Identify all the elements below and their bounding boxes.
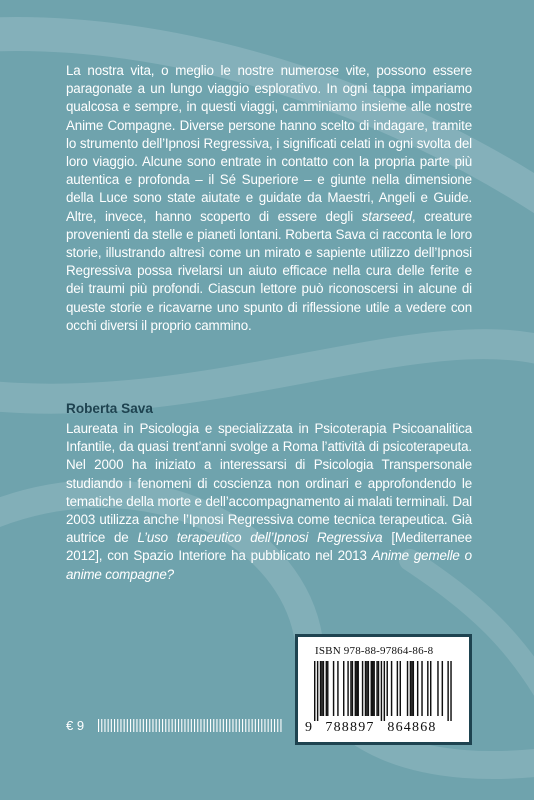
barcode-bar bbox=[411, 661, 412, 716]
price-bar-line bbox=[223, 719, 224, 732]
barcode-bar bbox=[421, 661, 422, 716]
blurb-paragraph bbox=[66, 62, 472, 335]
price-bar-line bbox=[159, 719, 160, 732]
price-bar-line bbox=[213, 719, 214, 732]
barcode-bar bbox=[397, 661, 398, 716]
price-bar-line bbox=[210, 719, 211, 732]
blurb-italic-term: starseed bbox=[361, 208, 412, 224]
barcode-bar bbox=[314, 661, 315, 721]
price-bar-line bbox=[197, 719, 198, 732]
ean-first-digit: 9 bbox=[305, 720, 312, 735]
blurb-text-2: , creature provenienti da stelle e pianeti lontani. Roberta Sava ci racconta le loro storie, illustrando altresì come un mirato e sapiente utilizzo dell’Ipnosi Regressiva possa rivelarsi un aiuto efficace nella cura delle ferite e dei traumi più profondi. Ciascun lettore può riconoscersi in alcune di queste storie e ricavarne uno spunto di riflessione utile a vedere con occhi diversi il proprio cammino. bbox=[66, 208, 472, 333]
price-bar-line bbox=[124, 719, 125, 732]
price-bar-line bbox=[252, 719, 253, 732]
price-bar-line bbox=[117, 719, 118, 732]
bio-book-title-2: Anime gemelle o anime compagne? bbox=[66, 548, 472, 582]
barcode-bar bbox=[371, 661, 372, 716]
price-bar-line bbox=[194, 719, 195, 732]
price-bar-pattern bbox=[98, 719, 288, 733]
price-label: € 9 bbox=[66, 718, 85, 733]
price-bar-line bbox=[268, 719, 269, 732]
price-bar-line bbox=[146, 719, 147, 732]
barcode-bar bbox=[442, 661, 443, 716]
barcode-bar bbox=[366, 661, 367, 716]
barcode-bar bbox=[350, 661, 351, 716]
price-bar-line bbox=[156, 719, 157, 732]
price-bar-line bbox=[188, 719, 189, 732]
author-bio bbox=[66, 420, 472, 584]
barcode-bar bbox=[417, 661, 418, 716]
price-bar-line bbox=[175, 719, 176, 732]
price-bar-line bbox=[220, 719, 221, 732]
price-bar-line bbox=[232, 719, 233, 732]
price-bar-line bbox=[133, 719, 134, 732]
barcode-bar bbox=[323, 661, 324, 716]
barcode-bar bbox=[437, 661, 438, 716]
bio-text-2: [Mediterranee 2012], con Spazio Interiore ha pubblicato nel 2013 bbox=[66, 530, 472, 564]
barcode-bar bbox=[347, 661, 348, 716]
price-bar-line bbox=[226, 719, 227, 732]
price-bar-line bbox=[258, 719, 259, 732]
barcode-bar bbox=[450, 661, 451, 721]
back-cover-blurb bbox=[66, 62, 472, 335]
author-bio-paragraph bbox=[66, 420, 472, 584]
price-bar-line bbox=[207, 719, 208, 732]
barcode-bar bbox=[320, 661, 321, 716]
price-bar-line bbox=[200, 719, 201, 732]
price-bar-line bbox=[274, 719, 275, 732]
price-bar-line bbox=[108, 719, 109, 732]
price-bar-line bbox=[165, 719, 166, 732]
price-bar-line bbox=[130, 719, 131, 732]
barcode-bar bbox=[384, 661, 385, 721]
barcode-bar bbox=[321, 661, 322, 716]
barcode-bar bbox=[333, 661, 334, 716]
price-bar-line bbox=[271, 719, 272, 732]
price-bar-line bbox=[98, 719, 99, 732]
barcode-bar bbox=[352, 661, 353, 716]
barcode-bar bbox=[372, 661, 373, 716]
barcode-bar bbox=[343, 661, 344, 716]
ean-left-group: 788897 bbox=[325, 720, 375, 735]
blurb-text-1: La nostra vita, o meglio le nostre numerose vite, possono essere paragonate a un lungo viaggio esplorativo. In ogni tappa impariamo qualcosa e sempre, in questi viaggi, camminiamo insieme alle nostre Anime Compagne. Diverse persone hanno scelto di indagare, tramite lo strumento dell’Ipnosi Regressiva, i significati celati in ogni svolta del loro viaggio. Alcune sono entrate in contatto con la propria parte più autentica e profonda – il Sé Superiore – e giunte nella dimensione della Luce sono state aiutate e guidate da Maestri, Angeli e Guide. Altre, invece, hanno scoperto di essere degli bbox=[66, 63, 472, 224]
price-bar-line bbox=[264, 719, 265, 732]
price-bar-line bbox=[178, 719, 179, 732]
price-bar-line bbox=[104, 719, 105, 732]
barcode-bar bbox=[407, 661, 408, 716]
barcode-bar bbox=[381, 661, 382, 721]
price-bar-line bbox=[216, 719, 217, 732]
barcode-bar bbox=[400, 661, 401, 716]
isbn-barcode-box bbox=[295, 634, 472, 745]
price-bar-line bbox=[236, 719, 237, 732]
barcode-bar bbox=[413, 661, 414, 716]
barcode-bar bbox=[362, 661, 363, 716]
price-bar-line bbox=[114, 719, 115, 732]
barcode-bar bbox=[358, 661, 359, 716]
author-name: Roberta Sava bbox=[66, 401, 153, 416]
price-bar-line bbox=[172, 719, 173, 732]
isbn-label: ISBN 978-88-97864-86-8 bbox=[315, 645, 434, 657]
price-bar-line bbox=[127, 719, 128, 732]
price-bar-line bbox=[191, 719, 192, 732]
barcode-bar bbox=[326, 661, 327, 716]
price-bar-line bbox=[280, 719, 281, 732]
barcode-bar bbox=[365, 661, 366, 716]
price-bar-line bbox=[245, 719, 246, 732]
price-bar-line bbox=[143, 719, 144, 732]
price-bar-line bbox=[140, 719, 141, 732]
barcode-bar bbox=[378, 661, 379, 716]
price-bar-line bbox=[136, 719, 137, 732]
barcode-bar bbox=[327, 661, 328, 716]
price-bar-line bbox=[149, 719, 150, 732]
barcode-bar bbox=[430, 661, 431, 716]
price-bar-line bbox=[184, 719, 185, 732]
price-bar-line bbox=[242, 719, 243, 732]
barcode-bar bbox=[391, 661, 392, 716]
barcode-bar bbox=[447, 661, 448, 721]
price-bar-line bbox=[111, 719, 112, 732]
bio-book-title-1: L’uso terapeutico dell’Ipnosi Regressiva bbox=[137, 530, 383, 546]
price-bar-line bbox=[277, 719, 278, 732]
price-bar-line bbox=[248, 719, 249, 732]
price-bar-line bbox=[168, 719, 169, 732]
barcode-bar bbox=[317, 661, 318, 721]
barcode-bar bbox=[373, 661, 374, 716]
barcode-bar bbox=[410, 661, 411, 716]
ean-barcode bbox=[314, 661, 456, 721]
barcode-bar bbox=[376, 661, 377, 716]
price-bar-line bbox=[152, 719, 153, 732]
barcode-bar bbox=[368, 661, 369, 716]
price-bar-line bbox=[204, 719, 205, 732]
price-bar-line bbox=[120, 719, 121, 732]
barcode-bar bbox=[355, 661, 356, 716]
price-bar-line bbox=[162, 719, 163, 732]
price-bar-line bbox=[181, 719, 182, 732]
price-bar-line bbox=[239, 719, 240, 732]
price-bar-line bbox=[101, 719, 102, 732]
bio-text-1: Laureata in Psicologia e specializzata in Psicoterapia Psicoanalitica Infantile, da quasi trent’anni svolge a Roma l’attività di psicoterapeuta. Nel 2000 ha iniziato a interessarsi di Psicologia Transpersonale studiando i fenomeni di coscienza non ordinari e approfondendo le tematiche della morte e dell’accompagnamento ai malati terminali. Dal 2003 utilizza anche l’Ipnosi Regressiva come tecnica terapeutica. Già autrice de bbox=[66, 421, 472, 546]
price-bar-line bbox=[229, 719, 230, 732]
barcode-bar bbox=[387, 661, 388, 716]
barcode-bar bbox=[427, 661, 428, 716]
price-bar-line bbox=[255, 719, 256, 732]
ean-right-group: 864868 bbox=[387, 720, 437, 735]
barcode-bar bbox=[356, 661, 357, 716]
barcode-bar bbox=[337, 661, 338, 716]
price-bar-line bbox=[261, 719, 262, 732]
